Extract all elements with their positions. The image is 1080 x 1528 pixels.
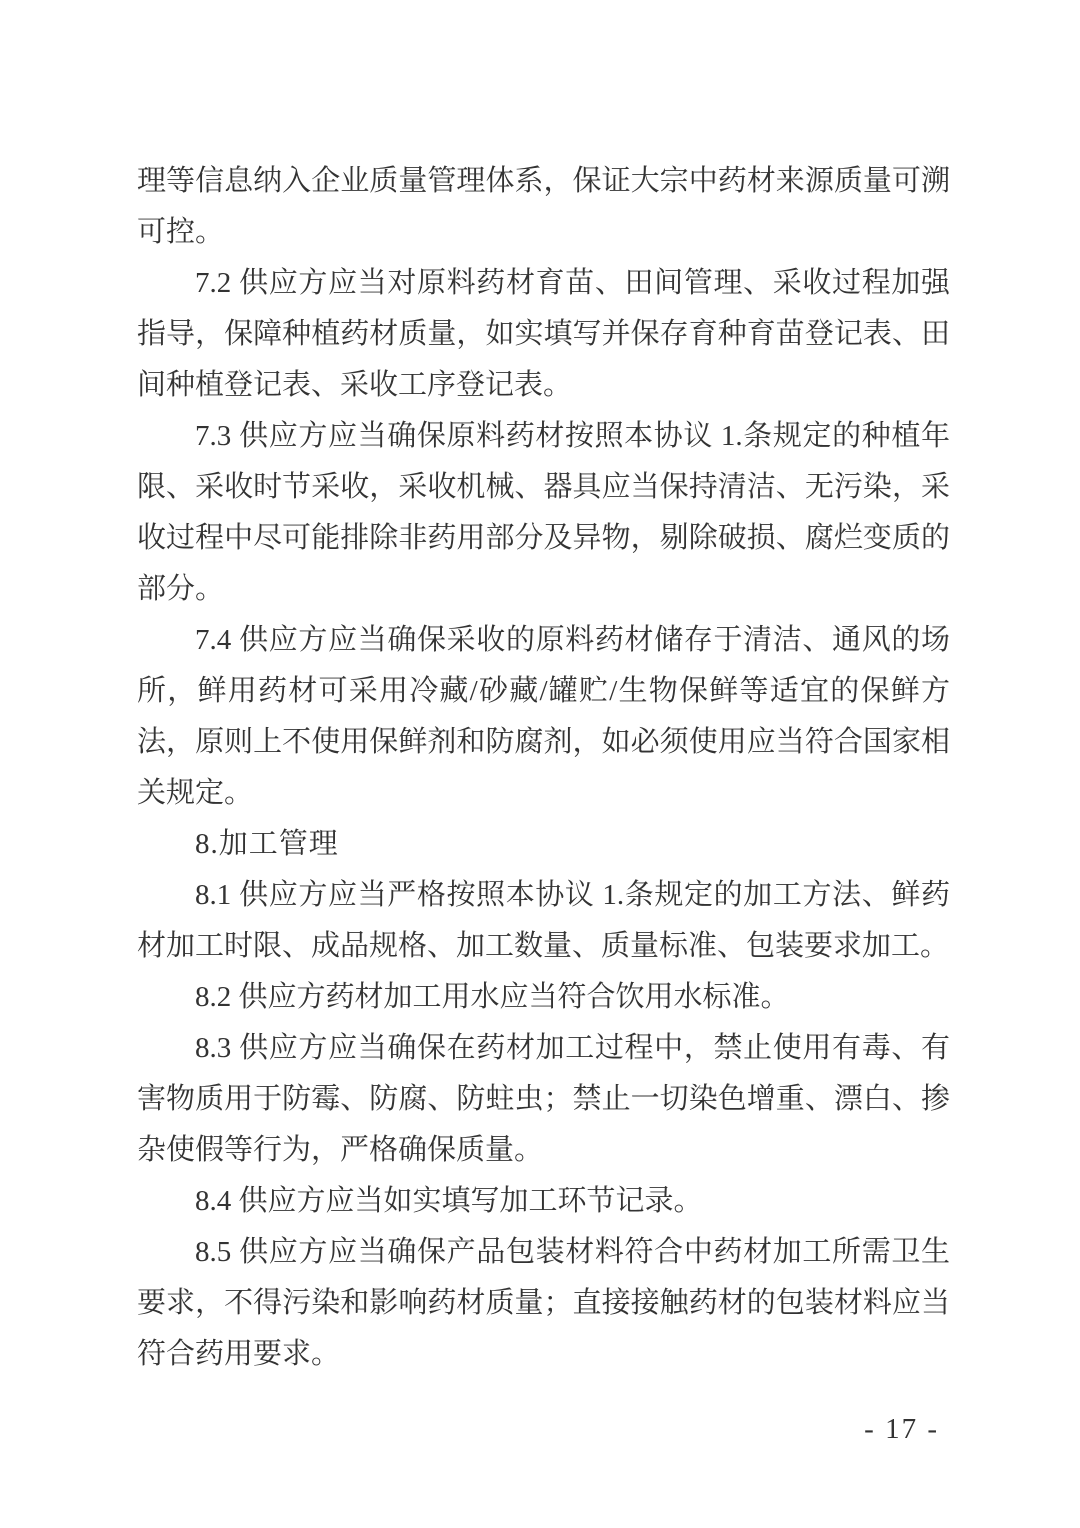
text-line: 8.1 供应方应当严格按照本协议 1.条规定的加工方法、鲜药	[195, 879, 950, 911]
text-line: 关规定。	[137, 777, 254, 809]
text-line: 7.4 供应方应当确保采收的原料药材储存于清洁、通风的场	[195, 624, 950, 656]
text-line: 符合药用要求。	[137, 1338, 341, 1370]
text-line: 8.2 供应方药材加工用水应当符合饮用水标准。	[195, 981, 790, 1013]
text-line: 害物质用于防霉、防腐、防蛀虫；禁止一切染色增重、漂白、掺	[137, 1083, 950, 1115]
text-line: 7.2 供应方应当对原料药材育苗、田间管理、采收过程加强	[195, 267, 950, 299]
text-line: 8.加工管理	[195, 828, 339, 860]
clause-7-2	[137, 258, 950, 411]
text-line: 间种植登记表、采收工序登记表。	[137, 369, 573, 401]
text-line: 7.3 供应方应当确保原料药材按照本协议 1.条规定的种植年	[195, 420, 950, 452]
clause-8-5	[137, 1227, 950, 1380]
clause-8-4	[137, 1176, 950, 1227]
text-line: 可控。	[137, 216, 225, 248]
text-line: 收过程中尽可能排除非药用部分及异物，剔除破损、腐烂变质的	[137, 522, 950, 554]
document-body	[137, 156, 950, 1380]
text-line: 材加工时限、成品规格、加工数量、质量标准、包装要求加工。	[137, 930, 950, 962]
text-line: 8.3 供应方应当确保在药材加工过程中，禁止使用有毒、有	[195, 1032, 950, 1064]
text-line: 法，原则上不使用保鲜剂和防腐剂，如必须使用应当符合国家相	[137, 726, 950, 758]
text-line: 8.4 供应方应当如实填写加工环节记录。	[195, 1185, 703, 1217]
body-continuation	[137, 156, 950, 258]
page-number: - 17 -	[864, 1413, 939, 1445]
text-line: 所，鲜用药材可采用冷藏/砂藏/罐贮/生物保鲜等适宜的保鲜方	[137, 675, 950, 707]
text-line: 指导，保障种植药材质量，如实填写并保存育种育苗登记表、田	[137, 318, 950, 350]
text-line: 部分。	[137, 573, 225, 605]
text-line: 8.5 供应方应当确保产品包装材料符合中药材加工所需卫生	[195, 1236, 950, 1268]
clause-7-3	[137, 411, 950, 615]
text-line: 限、采收时节采收，采收机械、器具应当保持清洁、无污染，采	[137, 471, 950, 503]
clause-8-3	[137, 1023, 950, 1176]
section-heading-8	[137, 819, 950, 870]
clause-8-1	[137, 870, 950, 972]
clause-8-2	[137, 972, 950, 1023]
text-line: 要求，不得污染和影响药材质量；直接接触药材的包装材料应当	[137, 1287, 950, 1319]
text-line: 杂使假等行为，严格确保质量。	[137, 1134, 544, 1166]
clause-7-4	[137, 615, 950, 819]
text-line: 理等信息纳入企业质量管理体系，保证大宗中药材来源质量可溯	[137, 165, 950, 197]
